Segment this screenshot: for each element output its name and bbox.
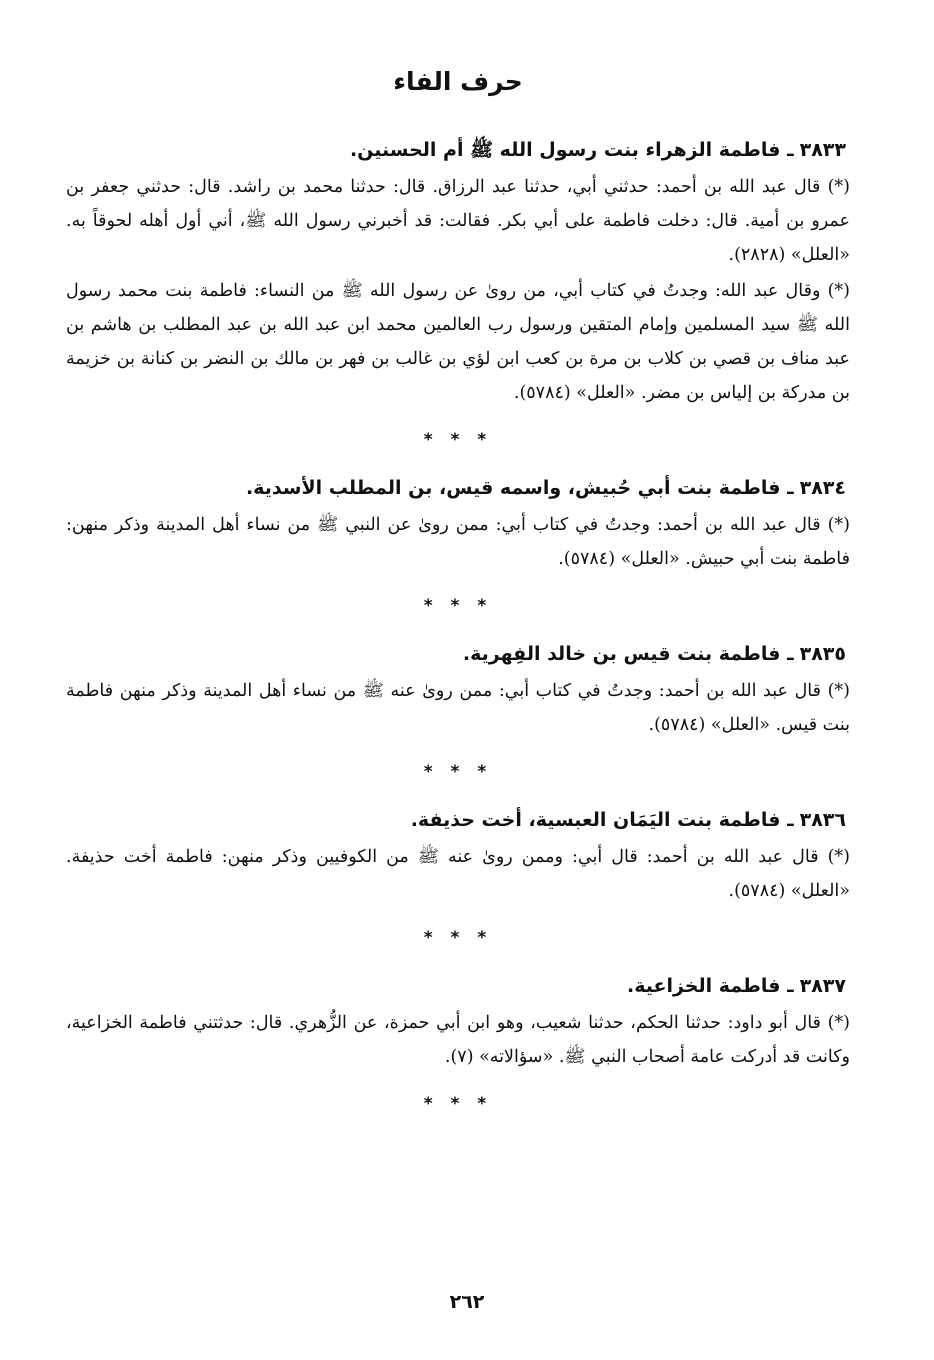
page-title: حرف الفاء <box>393 67 523 96</box>
entry-heading: ـ فاطمة الخزاعية. <box>627 975 794 997</box>
page-body <box>66 52 850 1136</box>
entry-paragraph: (*) قال عبد الله بن أحمد: وجدتُ في كتاب أبي: ممن روىٰ عنه ﷺ من نساء أهل المدينة وذكر منهن فاطمة بنت قيس. «العلل» (٥٧٨٤). <box>66 681 850 735</box>
entry-title <box>66 472 850 504</box>
entry-number: ٣٨٣٥ <box>799 643 846 665</box>
entry-title <box>66 804 850 836</box>
entry <box>66 134 850 410</box>
entry-number: ٣٨٣٣ <box>799 139 846 161</box>
entry-number: ٣٨٣٦ <box>799 809 846 831</box>
section-separator: * * * <box>423 928 493 948</box>
entry-number: ٣٨٣٤ <box>799 477 846 499</box>
entry-number: ٣٨٣٧ <box>799 975 846 997</box>
entry-paragraph: (*) قال عبد الله بن أحمد: وجدتُ في كتاب أبي: ممن روىٰ عن النبي ﷺ من نساء أهل المدينة وذكر منهن: فاطمة بنت أبي حبيش. «العلل» (٥٧٨٤). <box>66 515 850 569</box>
entry-title <box>66 638 850 670</box>
entry-heading: ـ فاطمة بنت أبي حُبيش، واسمه قيس، بن المطلب الأسدية. <box>245 477 794 499</box>
section-separator: * * * <box>423 762 493 782</box>
entry-title <box>66 134 850 166</box>
entry-paragraph: (*) قال عبد الله بن أحمد: قال أبي: وممن روىٰ عنه ﷺ من الكوفيين وذكر منهن: فاطمة أخت حذيفة. «العلل» (٥٧٨٤). <box>66 847 850 901</box>
entry-heading: ـ فاطمة بنت قيس بن خالد الفِهرية. <box>462 643 794 665</box>
entry-heading: ـ فاطمة بنت اليَمَان العبسية، أخت حذيفة. <box>410 809 794 831</box>
section-separator: * * * <box>423 430 493 450</box>
entry <box>66 638 850 742</box>
entry <box>66 472 850 576</box>
entry-paragraph: (*) قال عبد الله بن أحمد: حدثني أبي، حدثنا عبد الرزاق. قال: حدثنا محمد بن راشد. قال: حدثني جعفر بن عمرو بن أمية. قال: دخلت فاطمة على أبي بكر. فقالت: قد أخبرني رسول الله ﷺ، أني أول أهله لحوقاً به. «العلل» (٢٨٢٨). <box>66 177 850 265</box>
entry-paragraph: (*) وقال عبد الله: وجدتُ في كتاب أبي، من روىٰ عن رسول الله ﷺ من النساء: فاطمة بنت محمد رسول الله ﷺ سيد المسلمين وإمام المتقين ورسول رب العالمين محمد ابن عبد الله بن عبد المطلب بن هاشم بن عبد مناف بن قصي بن كلاب بن مرة بن كعب ابن لؤي بن غالب بن فهر بن مالك بن النضر بن كنانة بن خزيمة بن مدركة بن إلياس بن مضر. «العلل» (٥٧٨٤). <box>66 281 850 403</box>
entry-paragraph: (*) قال أبو داود: حدثنا الحكم، حدثنا شعيب، وهو ابن أبي حمزة، عن الزُّهري. قال: حدثتني فاطمة الخزاعية، وكانت قد أدركت عامة أصحاب النبي ﷺ. «سؤالاته» (٧). <box>66 1013 850 1067</box>
entry <box>66 970 850 1074</box>
entry-heading: ـ فاطمة الزهراء بنت رسول الله ﷺ أم الحسنين. <box>349 139 794 161</box>
page-number: ٢٦٢ <box>449 1291 485 1313</box>
section-separator: * * * <box>423 1094 493 1114</box>
entry <box>66 804 850 908</box>
section-separator: * * * <box>423 596 493 616</box>
entry-title <box>66 970 850 1002</box>
